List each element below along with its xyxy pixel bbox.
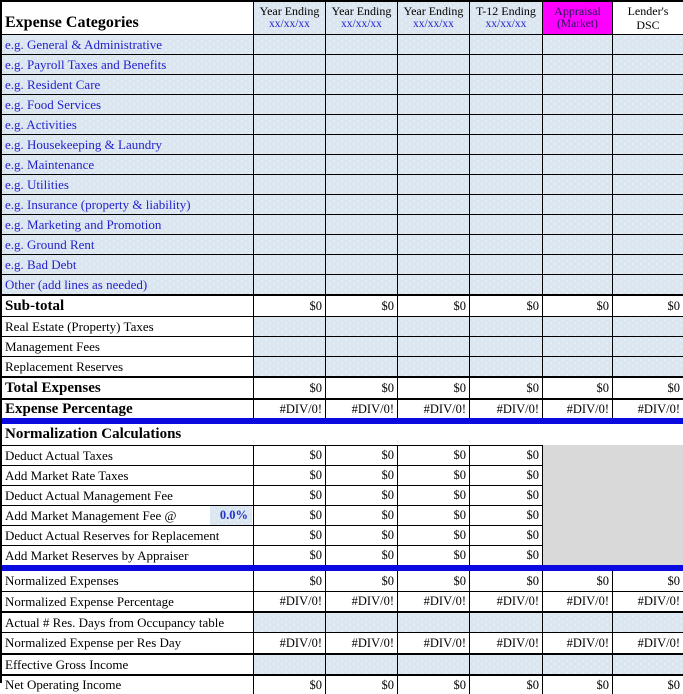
value-cell: $0 [325,506,397,525]
table-row [2,54,683,74]
table-row [2,114,683,134]
merged-gray-region [542,445,683,565]
row-label-text: e.g. Housekeeping & Laundry [5,136,163,152]
row-label [2,75,253,94]
table-row [2,653,683,674]
value-cell: $0 [469,506,542,525]
row-label-text: e.g. Payroll Taxes and Benefits [5,56,167,72]
column-header-line2: xx/xx/xx [485,18,527,31]
header-row [2,2,683,34]
row-label-text: e.g. Resident Care [5,76,101,92]
row-label [2,378,253,398]
input-cell[interactable] [469,215,542,234]
management-fee-percent-input[interactable]: 0.0% [210,506,252,525]
row-label-text: Actual # Res. Days from Occupancy table [5,614,225,630]
row-label-text: Normalized Expense Percentage [5,593,174,609]
row-label-text: e.g. Utilities [5,176,69,192]
value-cell: $0 [397,486,469,505]
row-label-text: Expense Percentage [5,400,133,417]
table-row [2,294,683,316]
row-label [2,546,253,565]
table-title: Expense Categories [5,14,139,31]
row-label-text: Normalized Expenses [5,573,119,588]
row-label [2,215,253,234]
input-cell[interactable] [469,317,542,336]
row-label-text: e.g. Ground Rent [5,236,95,252]
table-row [2,591,683,611]
row-label-text: Sub-total [5,297,65,314]
column-header-line2: xx/xx/xx [413,18,454,31]
input-cell[interactable] [612,655,683,674]
row-label [2,175,253,194]
input-cell[interactable] [469,55,542,74]
value-cell: $0 [325,466,397,485]
row-label [2,55,253,74]
value-cell: #DIV/0! [612,400,683,418]
row-label [2,255,253,274]
value-cell: #DIV/0! [542,592,612,611]
table-row [2,356,683,376]
column-header [612,2,683,34]
input-cell[interactable] [397,35,469,54]
row-label [2,486,253,505]
input-cell[interactable] [397,655,469,674]
table-row [2,571,683,591]
value-cell: $0 [469,526,542,545]
value-cell: $0 [325,526,397,545]
value-cell: $0 [612,676,683,694]
column-header-line2: xx/xx/xx [269,18,310,31]
input-cell[interactable] [253,215,325,234]
value-cell: $0 [612,378,683,398]
input-cell[interactable] [397,275,469,294]
value-cell: $0 [397,571,469,591]
input-cell[interactable] [253,357,325,376]
column-header-line1: Year Ending [331,4,392,19]
input-cell[interactable] [253,35,325,54]
input-cell[interactable] [612,613,683,632]
value-cell: $0 [325,378,397,398]
row-label-text: Add Market Management Fee @ [5,507,177,523]
value-cell: $0 [397,546,469,565]
input-cell[interactable] [612,155,683,174]
input-cell[interactable] [397,55,469,74]
value-cell: $0 [397,526,469,545]
row-label [2,571,253,591]
value-cell: $0 [397,296,469,316]
row-label [2,337,253,356]
table-row [2,424,683,445]
row-label [2,35,253,54]
input-cell[interactable] [612,135,683,154]
value-cell: #DIV/0! [397,400,469,418]
input-cell[interactable] [325,613,397,632]
input-cell[interactable] [469,655,542,674]
input-cell[interactable] [469,115,542,134]
table-row [2,154,683,174]
table-row [2,632,683,653]
row-label-text: Net Operating Income [5,677,122,692]
input-cell[interactable] [253,655,325,674]
row-label [2,317,253,336]
input-cell[interactable] [542,115,612,134]
input-cell[interactable] [253,75,325,94]
row-label [2,676,253,694]
input-cell[interactable] [325,95,397,114]
input-cell[interactable] [612,35,683,54]
value-cell: $0 [469,466,542,485]
input-cell[interactable] [325,155,397,174]
input-cell[interactable] [542,95,612,114]
input-cell[interactable] [542,255,612,274]
input-cell[interactable] [469,195,542,214]
value-cell: $0 [325,571,397,591]
input-cell[interactable] [253,55,325,74]
table-row [2,194,683,214]
table-row [2,134,683,154]
value-cell: $0 [612,296,683,316]
column-header [253,2,325,34]
input-cell[interactable] [542,275,612,294]
row-label [2,115,253,134]
row-label-text: Deduct Actual Taxes [5,447,113,463]
input-cell[interactable] [612,235,683,254]
value-cell: $0 [612,571,683,591]
input-cell[interactable] [325,55,397,74]
table-row [2,274,683,294]
column-header [325,2,397,34]
row-label [2,155,253,174]
row-label-text: Deduct Actual Management Fee [5,487,173,503]
input-cell[interactable] [397,613,469,632]
value-cell: #DIV/0! [469,592,542,611]
column-header-line1: Year Ending [259,4,320,19]
value-cell: $0 [542,676,612,694]
value-cell: #DIV/0! [542,633,612,653]
value-cell: $0 [397,466,469,485]
input-cell[interactable] [469,275,542,294]
table-row [2,336,683,356]
input-cell[interactable] [325,215,397,234]
value-cell: $0 [325,676,397,694]
value-cell: $0 [325,486,397,505]
value-cell: #DIV/0! [612,592,683,611]
input-cell[interactable] [397,195,469,214]
row-label-text: Deduct Actual Reserves for Replacement [5,527,220,543]
value-cell: #DIV/0! [397,633,469,653]
value-cell: #DIV/0! [325,633,397,653]
input-cell[interactable] [612,115,683,134]
table-row [2,316,683,336]
input-cell[interactable] [542,655,612,674]
table-row [2,34,683,54]
value-cell: $0 [397,446,469,465]
table-row [2,94,683,114]
row-label-text: Replacement Reserves [5,358,124,374]
column-header-line2: DSC [636,18,660,32]
input-cell[interactable] [397,75,469,94]
row-label-text: e.g. Insurance (property & liability) [5,196,191,212]
row-label-text: Normalization Calculations [5,426,182,442]
row-label-text: Normalized Expense per Res Day [5,635,182,650]
input-cell[interactable] [253,115,325,134]
input-cell[interactable] [325,317,397,336]
input-cell[interactable] [253,235,325,254]
input-cell[interactable] [612,275,683,294]
input-cell[interactable] [469,235,542,254]
input-cell[interactable] [542,155,612,174]
column-header [469,2,542,34]
input-cell[interactable] [542,613,612,632]
input-cell[interactable] [469,75,542,94]
value-cell: $0 [469,571,542,591]
row-label [2,466,253,485]
input-cell[interactable] [397,357,469,376]
value-cell: $0 [469,378,542,398]
value-cell: $0 [253,486,325,505]
input-cell[interactable] [469,613,542,632]
input-cell[interactable] [253,135,325,154]
row-label [2,95,253,114]
input-cell[interactable] [612,215,683,234]
value-cell: #DIV/0! [253,633,325,653]
row-label-text: e.g. Bad Debt [5,256,77,272]
input-cell[interactable] [542,55,612,74]
input-cell[interactable] [469,35,542,54]
table-row [2,234,683,254]
input-cell[interactable] [397,175,469,194]
input-cell[interactable] [469,357,542,376]
input-cell[interactable] [325,35,397,54]
input-cell[interactable] [542,215,612,234]
input-cell[interactable] [469,337,542,356]
input-cell[interactable] [325,175,397,194]
value-cell: $0 [397,506,469,525]
value-cell: #DIV/0! [612,633,683,653]
input-cell[interactable] [397,215,469,234]
input-cell[interactable] [325,135,397,154]
input-cell[interactable] [253,337,325,356]
input-cell[interactable] [397,235,469,254]
row-label-text: e.g. Maintenance [5,156,95,172]
value-cell: $0 [325,546,397,565]
input-cell[interactable] [612,317,683,336]
row-label [2,400,253,418]
input-cell[interactable] [542,357,612,376]
row-label-text: Real Estate (Property) Taxes [5,318,154,334]
row-label [2,613,253,632]
row-label [2,633,253,653]
row-label-text: Add Market Rate Taxes [5,467,129,483]
value-cell: #DIV/0! [542,400,612,418]
value-cell: #DIV/0! [253,400,325,418]
value-cell: #DIV/0! [469,400,542,418]
value-cell: $0 [469,486,542,505]
value-cell: $0 [253,466,325,485]
column-header [542,2,612,34]
input-cell[interactable] [542,75,612,94]
input-cell[interactable] [469,255,542,274]
input-cell[interactable] [325,195,397,214]
input-cell[interactable] [325,115,397,134]
row-label-text: e.g. Marketing and Promotion [5,216,162,232]
row-label [2,424,683,445]
row-label-text: Add Market Reserves by Appraiser [5,547,189,563]
value-cell: #DIV/0! [325,400,397,418]
row-label [2,135,253,154]
row-label-text: e.g. Activities [5,116,77,132]
input-cell[interactable] [397,155,469,174]
table-row [2,214,683,234]
column-header-line1: Year Ending [403,4,464,19]
value-cell: #DIV/0! [325,592,397,611]
column-header-line1: Lender's [627,3,669,18]
value-cell: $0 [397,378,469,398]
table-row [2,74,683,94]
row-label [2,655,253,674]
input-cell[interactable] [253,255,325,274]
input-cell[interactable] [612,75,683,94]
input-cell[interactable] [397,115,469,134]
row-label [2,275,253,294]
input-cell[interactable] [542,337,612,356]
input-cell[interactable] [542,195,612,214]
value-cell: $0 [253,446,325,465]
value-cell: $0 [469,676,542,694]
row-label [2,235,253,254]
value-cell: $0 [253,526,325,545]
value-cell: $0 [325,296,397,316]
column-header-line1: Appraisal [554,4,601,19]
table-row [2,254,683,274]
value-cell: $0 [253,676,325,694]
value-cell: $0 [253,546,325,565]
value-cell: #DIV/0! [469,633,542,653]
input-cell[interactable] [253,613,325,632]
table-row [2,376,683,398]
input-cell[interactable] [542,135,612,154]
input-cell[interactable] [542,35,612,54]
table-row [2,174,683,194]
value-cell: $0 [469,546,542,565]
table-row [2,674,683,694]
row-label [2,592,253,611]
row-label-text: e.g. Food Services [5,96,102,112]
row-label-text: e.g. General & Administrative [5,36,163,52]
input-cell[interactable] [612,255,683,274]
table-row [2,611,683,632]
column-header-line2: (Market) [557,18,598,31]
column-header-line1: T-12 Ending [476,4,536,19]
input-cell[interactable] [325,75,397,94]
row-label-text: Management Fees [5,338,100,354]
value-cell: $0 [469,446,542,465]
input-cell[interactable] [325,235,397,254]
value-cell: $0 [542,378,612,398]
input-cell[interactable] [542,175,612,194]
row-label-text: Effective Gross Income [5,656,129,672]
column-header [397,2,469,34]
input-cell[interactable] [469,95,542,114]
value-cell: $0 [469,296,542,316]
value-cell: $0 [253,506,325,525]
input-cell[interactable] [612,55,683,74]
input-cell[interactable] [469,135,542,154]
input-cell[interactable] [612,195,683,214]
input-cell[interactable] [612,337,683,356]
input-cell[interactable] [325,255,397,274]
input-cell[interactable] [542,317,612,336]
value-cell: #DIV/0! [253,592,325,611]
row-label [2,296,253,316]
input-cell[interactable] [612,95,683,114]
column-header-line2: xx/xx/xx [341,18,382,31]
input-cell[interactable] [612,175,683,194]
input-cell[interactable] [397,255,469,274]
input-cell[interactable] [325,275,397,294]
row-label [2,446,253,465]
input-cell[interactable] [469,175,542,194]
row-label [2,506,253,525]
input-cell[interactable] [325,357,397,376]
input-cell[interactable] [253,317,325,336]
value-cell: $0 [253,296,325,316]
input-cell[interactable] [325,655,397,674]
value-cell: $0 [253,571,325,591]
value-cell: $0 [397,676,469,694]
input-cell[interactable] [397,95,469,114]
input-cell[interactable] [397,337,469,356]
value-cell: $0 [542,571,612,591]
input-cell[interactable] [253,155,325,174]
value-cell: $0 [325,446,397,465]
row-label [2,357,253,376]
input-cell[interactable] [253,195,325,214]
row-label-text: Other (add lines as needed) [5,276,148,292]
input-cell[interactable] [253,95,325,114]
row-label-text: Total Expenses [5,379,101,396]
input-cell[interactable] [469,155,542,174]
value-cell: $0 [542,296,612,316]
value-cell: #DIV/0! [397,592,469,611]
input-cell[interactable] [253,275,325,294]
input-cell[interactable] [397,135,469,154]
input-cell[interactable] [612,357,683,376]
row-label [2,526,253,545]
row-label [2,195,253,214]
value-cell: $0 [253,378,325,398]
input-cell[interactable] [253,175,325,194]
input-cell[interactable] [397,317,469,336]
input-cell[interactable] [325,337,397,356]
input-cell[interactable] [542,235,612,254]
table-row [2,398,683,418]
